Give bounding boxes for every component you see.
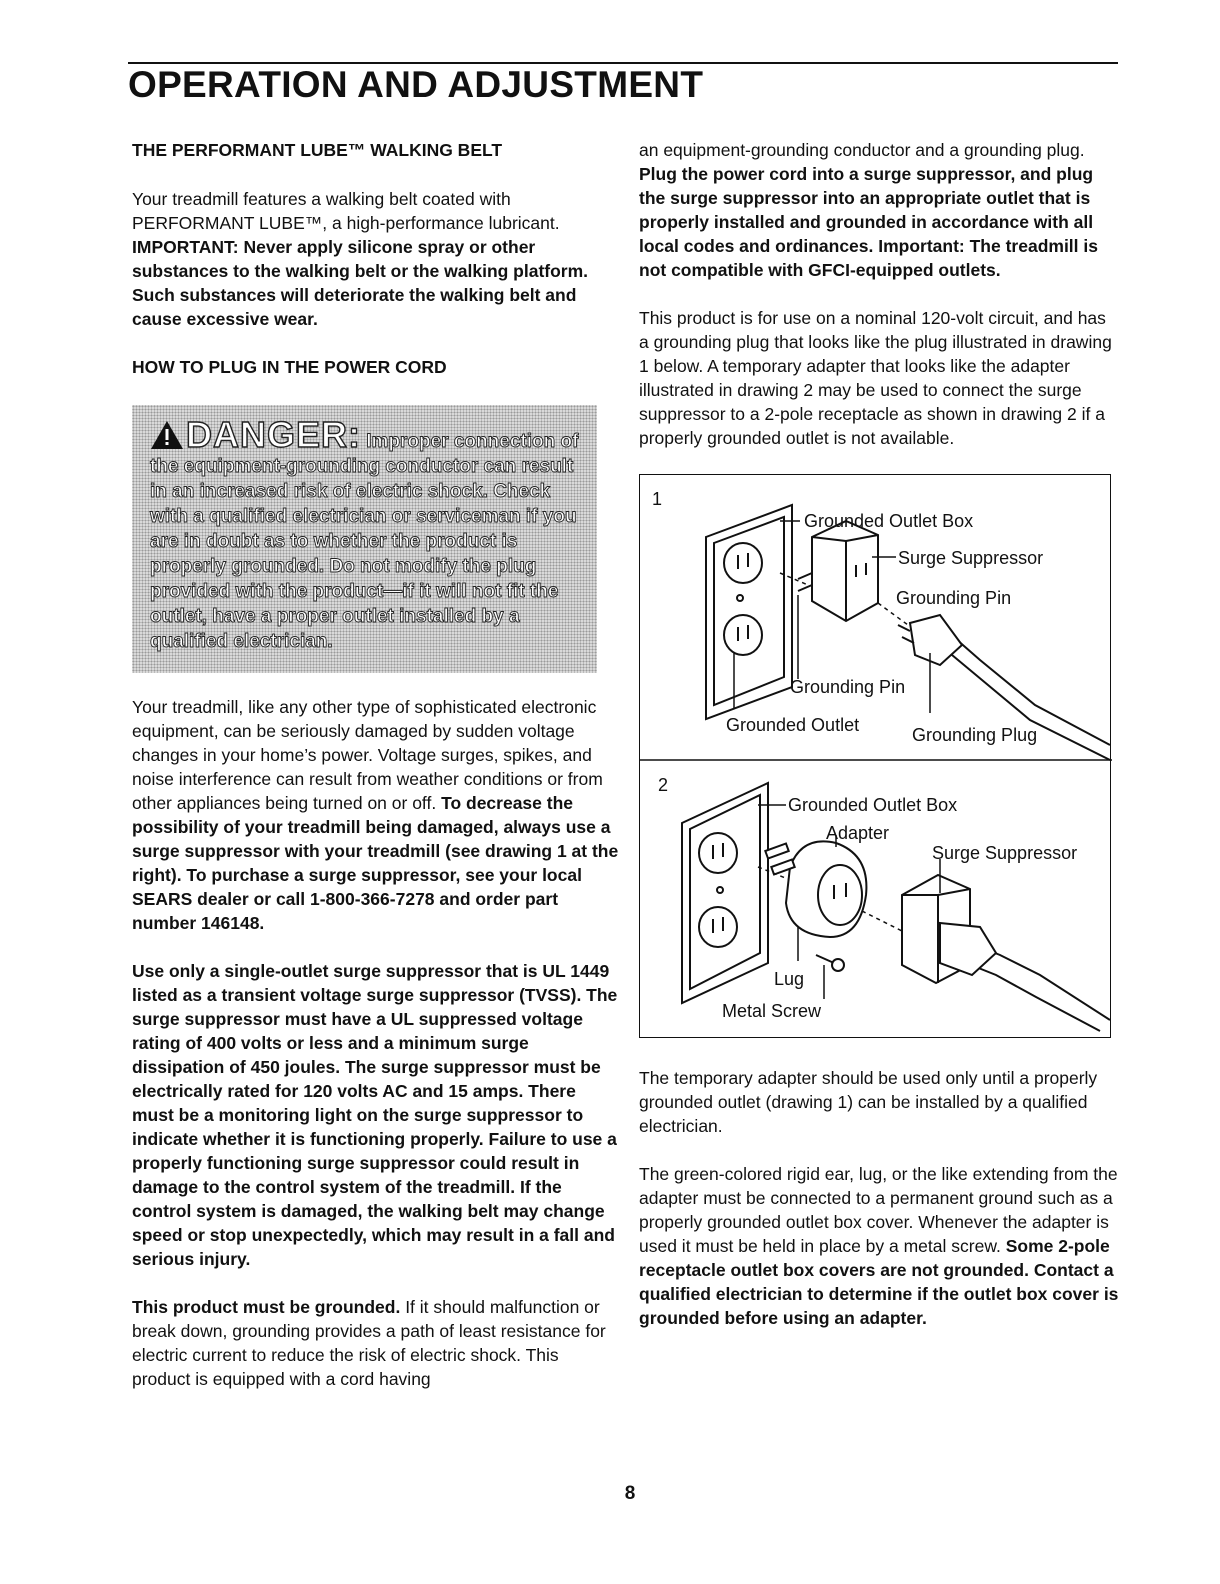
label-surge-suppressor-1: Surge Suppressor	[898, 548, 1044, 568]
circuit-paragraph: This product is for use on a nominal 120-volt circuit, and has a grounding plug that looks like the plug illustrated in drawing 1 below. A temporary adapter that looks like the adapter illustrated in drawing 2 may be used to connect the surge suppressor to a 2-pole receptacle as shown in drawing 2 if a properly grounded outlet is not available.	[639, 308, 1112, 448]
suppressor-requirements: Use only a single-outlet surge suppressor that is UL 1449 listed as a transient voltage surge suppressor (TVSS). The surge suppressor must have a UL suppressed voltage rating of 400 volts or less and a minimum surge dissipation of 450 joules. The surge suppressor must be electrically rated for 120 volts AC and 15 amps. There must be a monitoring light on the surge suppressor to indicate whether it is functioning properly. Failure to use a properly functioning surge suppressor could result in damage to the control system of the treadmill. If the control system is damaged, the walking belt may change speed or stop unexpectedly, which may result in a fall and serious injury.	[132, 961, 618, 1269]
page-title: OPERATION AND ADJUSTMENT	[128, 64, 704, 105]
danger-text: Improper connection of the equipment-grounding conductor can result in an increased risk of electric shock. Check with a qualified electrician or serviceman if you are in doubt as to whether the product is properly grounded. Do not modify the plug provided with the product—if it will not fit the outlet, have a proper outlet installed by a qualified electrician.	[150, 431, 579, 652]
page-number: 8	[624, 1483, 636, 1504]
label-adapter-2: Adapter	[826, 823, 890, 843]
danger-content	[150, 414, 583, 654]
danger-word: DANGER:	[186, 414, 361, 455]
danger-box	[132, 405, 597, 673]
damage-text: Your treadmill, like any other type of sophisticated electronic equipment, can be seriously damaged by sudden voltage changes in your home’s power. Voltage surges, spikes, and noise interference can result from weather conditions or from other appliances being turned on or off.	[132, 697, 603, 813]
warning-triangle-icon	[150, 419, 184, 451]
damage-bold: To decrease the possibility of your treadmill being damaged, always use a surge suppressor with your treadmill (see drawing 1 at the right). To purchase a surge suppressor, see your local SEARS dealer or call 1-800-366-7278 and order part number 146148.	[132, 793, 619, 933]
surge-suppressor-2	[902, 875, 1110, 1031]
grounding-paragraph	[132, 1295, 620, 1391]
metal-screw-2	[816, 955, 844, 971]
section-heading-walking-belt: THE PERFORMANT LUBE™ WALKING BELT	[132, 140, 503, 160]
temporary-adapter-paragraph: The temporary adapter should be used only until a properly grounded outlet (drawing 1) can be installed by a qualified electrician.	[639, 1068, 1098, 1136]
green-ear-bold: Some 2-pole receptacle outlet box covers are not grounded. Contact a qualified electrician to determine if the outlet box cover is grounded before using an adapter.	[639, 1236, 1119, 1328]
label-surge-suppressor-2: Surge Suppressor	[932, 843, 1078, 863]
surge-suppressor-1	[798, 521, 878, 621]
label-lug-2: Lug	[774, 969, 805, 989]
cord-paragraph	[639, 138, 1119, 282]
cord-bold: Plug the power cord into a surge suppressor, and plug the surge suppressor into an appropriate outlet that is properly installed and grounded in accordance with all local codes and ordinances. Important: The treadmill is not compatible with GFCI-equipped outlets.	[639, 164, 1098, 280]
walking-belt-paragraph	[132, 187, 620, 331]
label-grounding-pin-1b: Grounding Pin	[790, 677, 906, 697]
grounded-outlet-plate-2	[682, 783, 768, 1003]
damage-paragraph	[132, 695, 620, 935]
label-grounded-outlet-box-1: Grounded Outlet Box	[804, 511, 974, 531]
grounding-bold: This product must be grounded.	[132, 1297, 401, 1317]
label-metal-screw-2: Metal Screw	[722, 1001, 822, 1021]
left-column	[132, 138, 620, 1391]
green-ear-text: The green-colored rigid ear, lug, or the like extending from the adapter must be connected to a permanent ground such as a properly grounded outlet box cover. Whenever the adapter is used it must be held in place by a metal screw.	[639, 1164, 1118, 1256]
walking-belt-important: IMPORTANT: Never apply silicone spray or other substances to the walking belt or the walking platform. Such substances will deteriorate the walking belt and cause excessive wear.	[132, 237, 589, 329]
right-column	[639, 138, 1119, 1330]
drawing-1-number: 1	[652, 489, 663, 509]
grounded-outlet-plate-1	[706, 505, 792, 719]
plug-drawings-svg	[640, 475, 1112, 1039]
label-grounding-plug-1: Grounding Plug	[912, 725, 1038, 745]
label-grounded-outlet-1: Grounded Outlet	[726, 715, 860, 735]
drawing-2-number: 2	[658, 775, 669, 795]
label-grounding-pin-1a: Grounding Pin	[896, 588, 1012, 608]
label-grounded-outlet-box-2: Grounded Outlet Box	[788, 795, 958, 815]
green-ear-paragraph	[639, 1162, 1119, 1330]
section-heading-power-cord: HOW TO PLUG IN THE POWER CORD	[132, 357, 447, 377]
plug-drawings-figure	[639, 474, 1111, 1038]
walking-belt-text: Your treadmill features a walking belt coated with PERFORMANT LUBE™, a high-performance lubricant.	[132, 189, 560, 233]
cord-text: an equipment-grounding conductor and a grounding plug.	[639, 140, 1085, 160]
adapter-2	[765, 841, 866, 937]
grounding-text: If it should malfunction or break down, grounding provides a path of least resistance for electric current to reduce the risk of electric shock. This product is equipped with a cord having	[132, 1297, 606, 1389]
